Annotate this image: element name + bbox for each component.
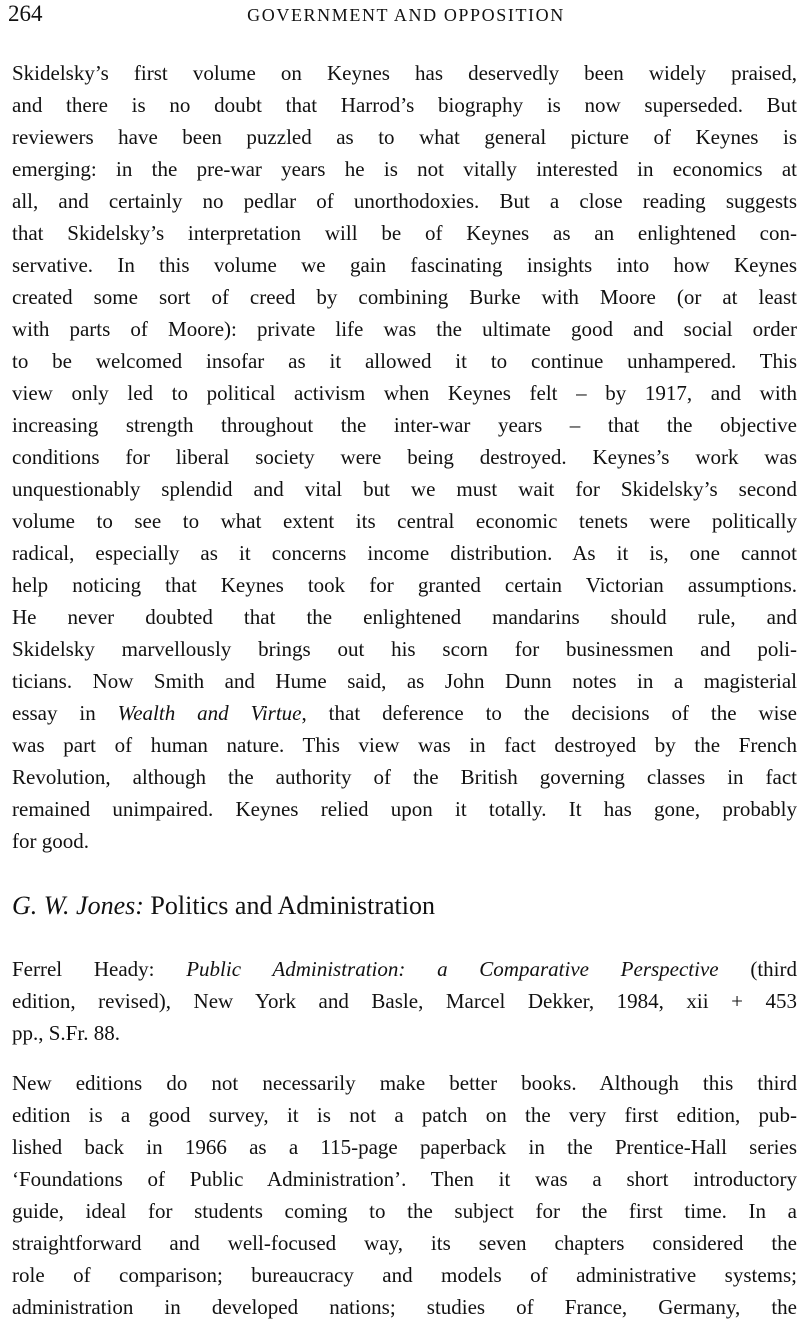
citation-text: (third — [718, 957, 797, 981]
text-line: Skidelsky’s first volume on Keynes has deservedly been widely praised, — [12, 61, 797, 85]
text-line: He never doubted that the enlightened mandarins should rule, and — [12, 605, 797, 629]
text-line: administration in developed nations; studies of France, Germany, the — [12, 1295, 797, 1319]
running-head — [0, 0, 800, 32]
citation-line: edition, revised), New York and Basle, Marcel Dekker, 1984, xii + 453 — [12, 989, 797, 1013]
text-line: edition is a good survey, it is not a patch on the very first edition, pub- — [12, 1103, 797, 1127]
citation-book-title: Public Administration: a Comparative Perspective — [186, 957, 719, 981]
text-run: essay in — [12, 701, 118, 725]
text-line: volume to see to what extent its central economic tenets were politically — [12, 509, 797, 533]
text-line: view only led to political activism when Keynes felt – by 1917, and with — [12, 381, 797, 405]
section-title: Politics and Administration — [150, 891, 435, 920]
text-line: ticians. Now Smith and Hume said, as John Dunn notes in a magisterial — [12, 669, 797, 693]
text-line: guide, ideal for students coming to the subject for the first time. In a — [12, 1199, 797, 1223]
citation-line: pp., S.Fr. 88. — [12, 1021, 120, 1045]
text-line: ‘Foundations of Public Administration’. Then it was a short introductory — [12, 1167, 797, 1191]
text-line: and there is no doubt that Harrod’s biography is now superseded. But — [12, 93, 797, 117]
text-line: that Skidelsky’s interpretation will be of Keynes as an enlightened con- — [12, 221, 797, 245]
review-continuation-paragraph — [12, 57, 797, 857]
running-title: GOVERNMENT AND OPPOSITION — [247, 5, 565, 25]
text-line: Skidelsky marvellously brings out his scorn for businessmen and poli- — [12, 637, 797, 661]
book-citation — [12, 953, 797, 1049]
text-line: role of comparison; bureaucracy and models of administrative systems; — [12, 1263, 797, 1287]
text-line: straightforward and well-focused way, its seven chapters considered the — [12, 1231, 797, 1255]
text-line: servative. In this volume we gain fascinating insights into how Keynes — [12, 253, 797, 277]
text-line: reviewers have been puzzled as to what general picture of Keynes is — [12, 125, 797, 149]
text-line: to be welcomed insofar as it allowed it to continue unhampered. This — [12, 349, 797, 373]
text-line: created some sort of creed by combining Burke with Moore (or at least — [12, 285, 797, 309]
text-line: all, and certainly no pedlar of unorthodoxies. But a close reading suggests — [12, 189, 797, 213]
text-line: New editions do not necessarily make better books. Although this third — [12, 1071, 797, 1095]
text-line: help noticing that Keynes took for granted certain Victorian assumptions. — [12, 573, 797, 597]
text-line: was part of human nature. This view was in fact destroyed by the French — [12, 733, 797, 757]
page-number: 264 — [8, 1, 43, 26]
citation-author: Ferrel Heady: — [12, 957, 187, 981]
text-line: Revolution, although the authority of the British governing classes in fact — [12, 765, 797, 789]
citation-line — [12, 953, 797, 985]
review-body-paragraph — [12, 1067, 797, 1322]
text-line: unquestionably splendid and vital but we must wait for Skidelsky’s second — [12, 477, 797, 501]
text-line: radical, especially as it concerns income distribution. As it is, one cannot — [12, 541, 797, 565]
section-heading — [12, 888, 797, 924]
text-line: remained unimpaired. Keynes relied upon it totally. It has gone, probably — [12, 797, 797, 821]
text-line: increasing strength throughout the inter-war years – that the objective — [12, 413, 797, 437]
text-line-with-title — [12, 697, 797, 729]
text-line: emerging: in the pre-war years he is not vitally interested in economics at — [12, 157, 797, 181]
text-line: conditions for liberal society were being destroyed. Keynes’s work was — [12, 445, 797, 469]
text-line: lished back in 1966 as a 115-page paperback in the Prentice-Hall series — [12, 1135, 797, 1159]
section-author: G. W. Jones: — [12, 891, 144, 920]
text-line: for good. — [12, 829, 89, 853]
text-run: , that deference to the decisions of the wise — [301, 701, 797, 725]
text-line: with parts of Moore): private life was the ultimate good and social order — [12, 317, 797, 341]
book-title-wealth-and-virtue: Wealth and Virtue — [117, 701, 302, 725]
